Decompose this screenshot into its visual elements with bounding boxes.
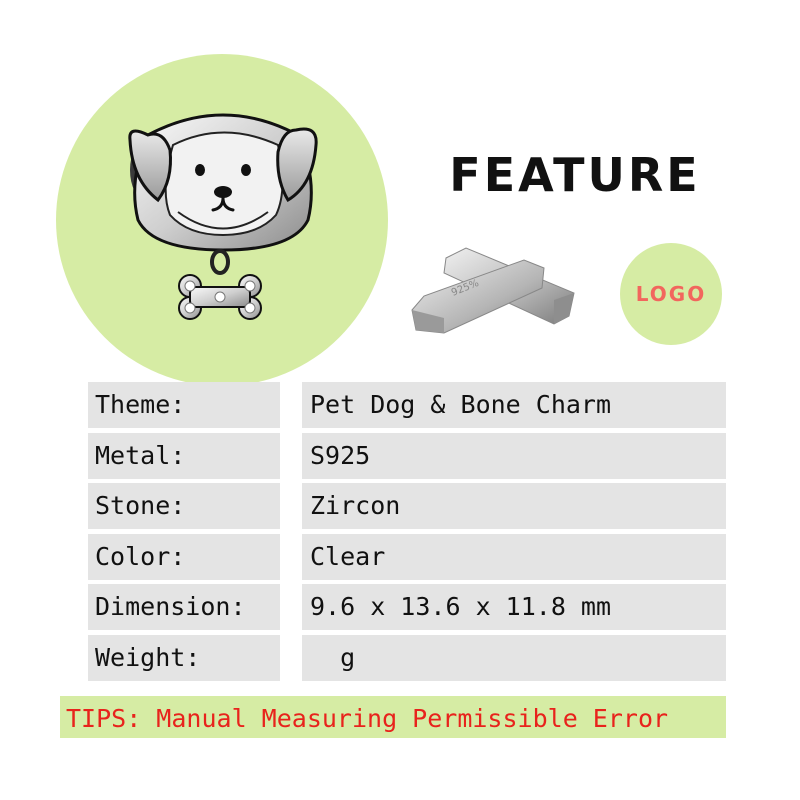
spec-label: Theme: (88, 382, 280, 428)
feature-heading: FEATURE (449, 148, 701, 202)
dog-charm-image (118, 100, 328, 345)
silver-ingot-image (404, 238, 584, 348)
spec-value: 9.6 x 13.6 x 11.8 mm (302, 584, 726, 630)
spec-row-metal (88, 433, 728, 479)
spec-row-stone (88, 483, 728, 529)
spec-value: Clear (302, 534, 726, 580)
spec-label: Weight: (88, 635, 280, 681)
spec-label: Dimension: (88, 584, 280, 630)
ingot-stamp: 925% (449, 277, 481, 299)
spec-value: Pet Dog & Bone Charm (302, 382, 726, 428)
tips-banner: TIPS: Manual Measuring Permissible Error (60, 696, 726, 738)
spec-label: Stone: (88, 483, 280, 529)
spec-label: Color: (88, 534, 280, 580)
spec-row-theme (88, 382, 728, 428)
spec-value: Zircon (302, 483, 726, 529)
spec-row-weight (88, 635, 728, 681)
logo-badge (620, 243, 722, 345)
spec-row-dimension (88, 584, 728, 630)
spec-row-color (88, 534, 728, 580)
logo-text: LOGO (635, 282, 707, 306)
spec-value: g (302, 635, 726, 681)
spec-table (88, 382, 728, 685)
spec-value: S925 (302, 433, 726, 479)
spec-label: Metal: (88, 433, 280, 479)
